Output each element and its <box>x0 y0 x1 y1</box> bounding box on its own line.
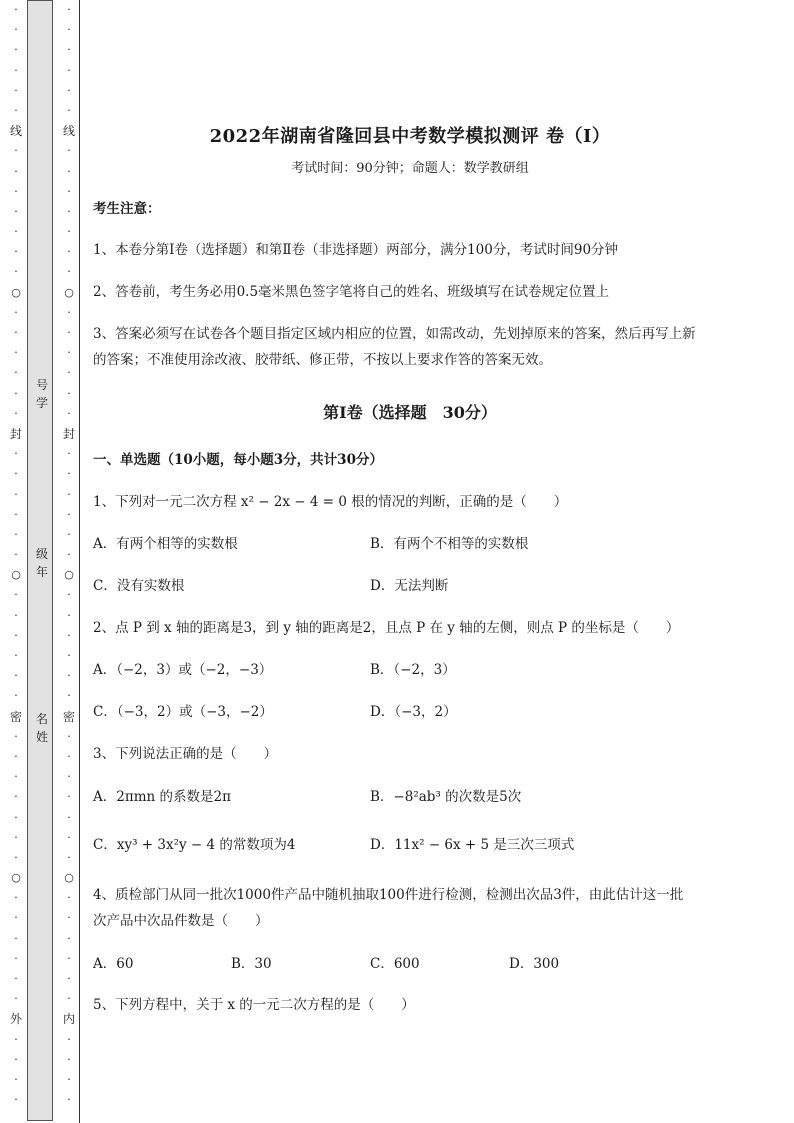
binding-dot: · <box>14 527 18 541</box>
binding-dot: · <box>14 103 18 117</box>
binding-dot: · <box>67 3 71 16</box>
binding-dot: · <box>67 103 71 117</box>
binding-dot: · <box>14 790 18 804</box>
binding-dot: · <box>14 1052 18 1066</box>
binding-dot: · <box>14 992 18 1006</box>
binding-dot: · <box>14 225 18 239</box>
binding-dot: · <box>14 83 18 97</box>
binding-dot: · <box>67 1072 71 1086</box>
binding-dot: · <box>14 164 18 178</box>
question-3-stem: 3、下列说法正确的是（ ） <box>93 746 278 762</box>
question-1-stem: 1、下列对一元二次方程 x² − 2x − 4 = 0 根的情况的判断，正确的是（ ） <box>93 494 568 510</box>
inner-binding-column <box>61 0 77 1123</box>
binding-dot: · <box>14 749 18 763</box>
binding-dot: · <box>14 689 18 703</box>
binding-dot: · <box>67 225 71 239</box>
binding-dot: · <box>67 164 71 178</box>
binding-dot: · <box>67 749 71 763</box>
binding-dot: · <box>67 406 71 420</box>
binding-dot: · <box>67 447 71 461</box>
binding-dot: · <box>14 972 18 985</box>
binding-word: 线 <box>62 124 75 139</box>
binding-dot: · <box>14 891 18 905</box>
notice-item: 2、答卷前，考生务必用0.5毫米黑色签字笔将自己的姓名、班级填写在试卷规定位置上 <box>93 284 610 300</box>
binding-divider <box>79 0 80 1123</box>
binding-dot: · <box>67 1032 71 1046</box>
binding-dot: · <box>14 184 18 198</box>
binding-dot: · <box>67 63 71 77</box>
binding-dot: · <box>67 608 71 622</box>
part-title: 一、单选题（10小题，每小题3分，共计30分） <box>93 452 383 468</box>
notice-item: 1、本卷分第Ⅰ卷（选择题）和第Ⅱ卷（非选择题）两部分，满分100分，考试时间90分钟 <box>93 242 619 258</box>
binding-ring-icon: ○ <box>64 871 74 885</box>
binding-dot: · <box>14 669 18 683</box>
binding-dot: · <box>67 810 71 824</box>
binding-dot: · <box>67 830 71 844</box>
binding-dot: · <box>67 1052 71 1066</box>
question-1-option-c[interactable]: C．没有实数根 <box>93 578 185 594</box>
binding-dot: · <box>67 366 71 380</box>
binding-dot: · <box>67 628 71 642</box>
binding-dot: · <box>14 346 18 360</box>
binding-dot: · <box>14 1072 18 1086</box>
question-4-option-d[interactable]: D．300 <box>509 956 560 972</box>
binding-dot: · <box>67 43 71 57</box>
binding-dot: · <box>14 548 18 562</box>
binding-dot: · <box>67 588 71 602</box>
class-label: 级 年 <box>35 547 48 579</box>
question-3-option-d[interactable]: D．11x² − 6x + 5 是三次三项式 <box>370 837 575 853</box>
outer-binding-column <box>8 0 24 1123</box>
binding-dot: · <box>14 447 18 461</box>
exam-subtitle: 考试时间：90分钟；命题人：数学教研组 <box>291 161 529 176</box>
binding-dot: · <box>14 43 18 57</box>
question-2-option-d[interactable]: D．（−3，2） <box>370 704 457 720</box>
binding-dot: · <box>67 23 71 37</box>
question-2-stem: 2、点 P 到 x 轴的距离是3，到 y 轴的距离是2，且点 P 在 y 轴的左侧，则点 P 的坐标是（ ） <box>93 620 680 636</box>
binding-dot: · <box>14 507 18 521</box>
binding-dot: · <box>14 729 18 743</box>
binding-word: 密 <box>62 709 75 724</box>
binding-dot: · <box>67 689 71 703</box>
binding-ring-icon: ○ <box>11 871 21 885</box>
binding-dot: · <box>14 810 18 824</box>
binding-dot: · <box>67 305 71 319</box>
binding-dot: · <box>14 23 18 37</box>
binding-dot: · <box>67 891 71 905</box>
binding-dot: · <box>14 487 18 501</box>
binding-dot: · <box>14 386 18 400</box>
binding-ring-icon: ○ <box>11 568 21 582</box>
binding-word: 封 <box>62 426 75 441</box>
binding-dot: · <box>67 790 71 804</box>
binding-dot: · <box>67 770 71 784</box>
question-4-stem-continued: 次产品中次品件数是（ ） <box>93 913 269 929</box>
binding-dot: · <box>14 144 18 158</box>
binding-dot: · <box>14 204 18 218</box>
binding-dot: · <box>14 326 18 339</box>
question-4-option-c[interactable]: C．600 <box>370 956 420 972</box>
binding-dot: · <box>14 63 18 77</box>
binding-word: 外 <box>9 1012 22 1027</box>
binding-dot: · <box>14 1032 18 1046</box>
binding-dot: · <box>14 265 18 279</box>
binding-word: 封 <box>9 426 22 441</box>
notice-item: 3、答案必须写在试卷各个题目指定区域内相应的位置，如需改动，先划掉原来的答案，然后再写上新 <box>93 326 696 342</box>
binding-word: 密 <box>9 709 22 724</box>
question-2-option-a[interactable]: A．（−2，3）或（−2，−3） <box>93 662 273 678</box>
binding-dot: · <box>14 649 18 662</box>
binding-dot: · <box>67 204 71 218</box>
question-4-option-b[interactable]: B．30 <box>231 956 272 972</box>
binding-dot: · <box>67 729 71 743</box>
student-number-label: 号 学 <box>35 378 48 410</box>
question-2-option-b[interactable]: B．（−2，3） <box>370 662 456 678</box>
binding-dot: · <box>67 245 71 259</box>
binding-dot: · <box>14 911 18 925</box>
binding-dot: · <box>14 305 18 319</box>
binding-dot: · <box>67 144 71 158</box>
question-3-option-c[interactable]: C．xy³ + 3x²y − 4 的常数项为4 <box>93 837 296 853</box>
section-title: 第Ⅰ卷（选择题 30分） <box>323 403 497 422</box>
binding-dot: · <box>67 386 71 400</box>
binding-dot: · <box>67 265 71 279</box>
question-1-option-b[interactable]: B．有两个不相等的实数根 <box>370 536 529 552</box>
question-3-option-b[interactable]: B．−8²ab³ 的次数是5次 <box>370 789 522 805</box>
question-5-stem: 5、下列方程中，关于 x 的一元二次方程的是（ ） <box>93 997 415 1013</box>
binding-ring-icon: ○ <box>64 568 74 582</box>
notice-item: 的答案；不准使用涂改液、胶带纸、修正带，不按以上要求作答的答案无效。 <box>93 352 552 368</box>
binding-dot: · <box>14 406 18 420</box>
binding-dot: · <box>67 1093 71 1107</box>
binding-dot: · <box>14 588 18 602</box>
binding-dot: · <box>67 951 71 965</box>
binding-dot: · <box>67 346 71 360</box>
binding-dot: · <box>67 507 71 521</box>
question-1-option-a[interactable]: A．有两个相等的实数根 <box>93 536 238 552</box>
question-4-option-a[interactable]: A．60 <box>93 956 134 972</box>
binding-dot: · <box>67 931 71 945</box>
binding-dot: · <box>14 850 18 864</box>
binding-dot: · <box>14 608 18 622</box>
question-3-option-a[interactable]: A．2πmn 的系数是2π <box>93 789 231 805</box>
binding-dot: · <box>67 326 71 339</box>
binding-dot: · <box>14 628 18 642</box>
binding-dot: · <box>67 527 71 541</box>
binding-dot: · <box>67 850 71 864</box>
question-4-stem: 4、质检部门从同一批次1000件产品中随机抽取100件进行检测，检测出次品3件，由此估计这一批 <box>93 887 684 903</box>
binding-dot: · <box>14 3 18 16</box>
binding-dot: · <box>67 911 71 925</box>
binding-word: 内 <box>62 1012 75 1027</box>
name-label: 名 姓 <box>35 712 48 744</box>
binding-ring-icon: ○ <box>64 285 74 299</box>
binding-dot: · <box>67 487 71 501</box>
binding-dot: · <box>14 1093 18 1107</box>
exam-title: 2022年湖南省隆回县中考数学模拟测评 卷（Ⅰ） <box>209 126 611 147</box>
binding-ring-icon: ○ <box>11 285 21 299</box>
binding-dot: · <box>67 83 71 97</box>
binding-dot: · <box>14 245 18 259</box>
binding-dot: · <box>14 770 18 784</box>
binding-dot: · <box>67 992 71 1006</box>
binding-dot: · <box>14 830 18 844</box>
question-1-option-d[interactable]: D．无法判断 <box>370 578 449 594</box>
binding-word: 线 <box>9 124 22 139</box>
binding-dot: · <box>67 548 71 562</box>
binding-dot: · <box>67 467 71 481</box>
binding-dot: · <box>14 931 18 945</box>
binding-dot: · <box>67 184 71 198</box>
notice-heading: 考生注意： <box>93 201 161 217</box>
binding-dot: · <box>67 669 71 683</box>
binding-dot: · <box>14 467 18 481</box>
question-2-option-c[interactable]: C．（−3，2）或（−3，−2） <box>93 704 273 720</box>
binding-dot: · <box>67 649 71 662</box>
binding-dot: · <box>14 366 18 380</box>
binding-dot: · <box>14 951 18 965</box>
binding-dot: · <box>67 972 71 985</box>
